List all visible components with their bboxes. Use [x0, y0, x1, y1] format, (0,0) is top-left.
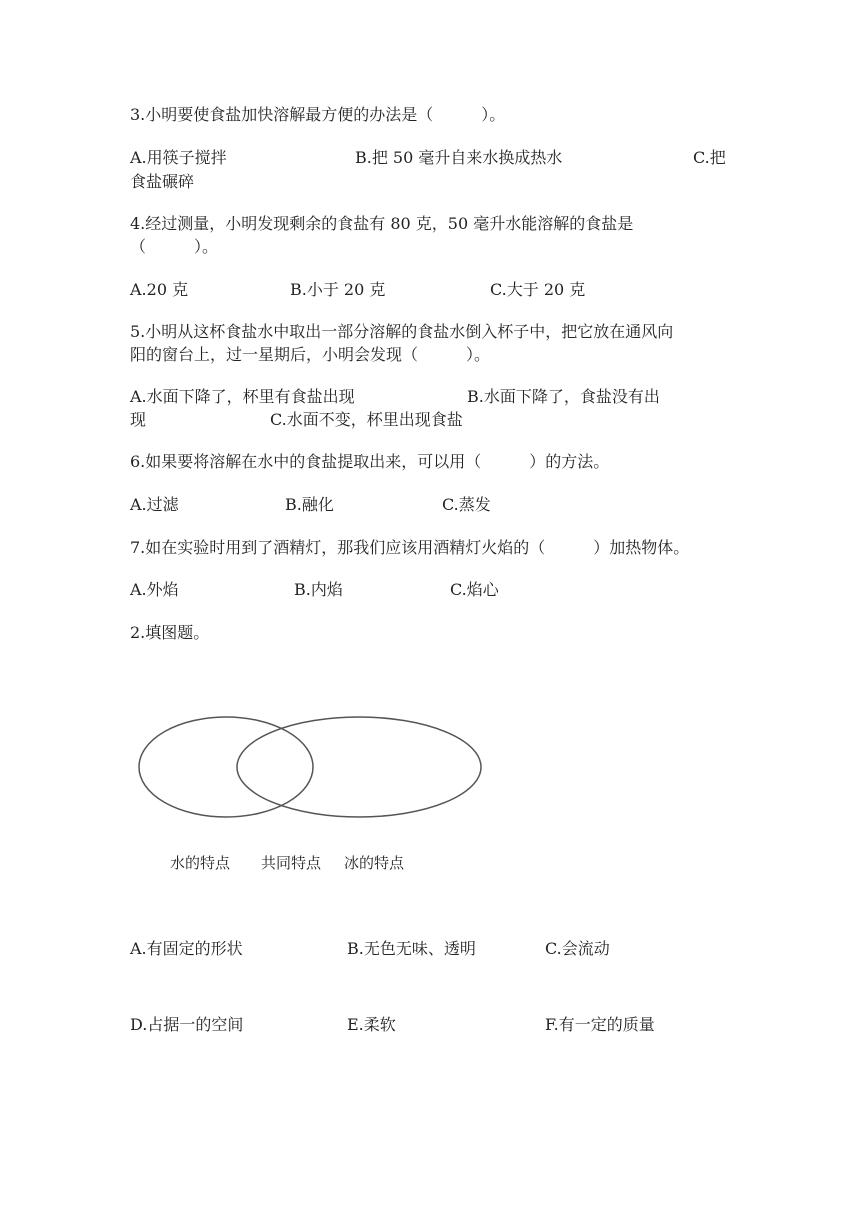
q3-option-c[interactable]: C.把 — [693, 148, 726, 167]
q6-option-a[interactable]: A.过滤 — [130, 495, 179, 514]
option-e[interactable]: E.柔软 — [347, 1015, 396, 1034]
option-b[interactable]: B.无色无味、透明 — [347, 939, 476, 958]
q7-option-a[interactable]: A.外焰 — [130, 580, 179, 599]
q4-option-b[interactable]: B.小于 20 克 — [290, 280, 386, 299]
q5-option-b-continued: 现 — [130, 410, 147, 429]
q4-option-a[interactable]: A.20 克 — [130, 280, 189, 299]
q4-stem-continued: （ ）。 — [130, 237, 219, 256]
q5-option-c[interactable]: C.水面不变，杯里出现食盐 — [270, 410, 463, 429]
q5-option-b[interactable]: B.水面下降了，食盐没有出 — [467, 387, 660, 406]
q7-option-c[interactable]: C.焰心 — [450, 580, 499, 599]
q7-option-b[interactable]: B.内焰 — [294, 580, 343, 599]
q6-option-c[interactable]: C.蒸发 — [442, 495, 491, 514]
q7-stem: 7.如在实验时用到了酒精灯，那我们应该用酒精灯火焰的（ ）加热物体。 — [130, 538, 690, 557]
q3-stem: 3.小明要使食盐加快溶解最方便的办法是（ ）。 — [130, 105, 506, 124]
venn-diagram — [130, 705, 490, 835]
q6-option-b[interactable]: B.融化 — [285, 495, 334, 514]
q3-option-a[interactable]: A.用筷子搅拌 — [130, 148, 227, 167]
q5-stem-continued: 阳的窗台上，过一星期后，小明会发现（ ）。 — [130, 345, 491, 364]
option-f[interactable]: F.有一定的质量 — [545, 1015, 655, 1034]
q6-stem: 6.如果要将溶解在水中的食盐提取出来，可以用（ ）的方法。 — [130, 452, 610, 471]
q3-option-b[interactable]: B.把 50 毫升自来水换成热水 — [355, 148, 563, 167]
venn-label-water: 水的特点 — [170, 854, 231, 872]
venn-circle-right — [237, 717, 481, 817]
option-a[interactable]: A.有固定的形状 — [130, 939, 243, 958]
q5-stem: 5.小明从这杯食盐水中取出一部分溶解的食盐水倒入杯子中，把它放在通风向 — [130, 322, 674, 341]
venn-label-ice: 冰的特点 — [344, 854, 405, 872]
section-title: 2.填图题。 — [130, 623, 210, 642]
q5-option-a[interactable]: A.水面下降了，杯里有食盐出现 — [130, 387, 355, 406]
q3-option-c-continued: 食盐碾碎 — [130, 172, 195, 191]
venn-label-common: 共同特点 — [261, 854, 322, 872]
venn-circle-left — [139, 717, 313, 817]
option-d[interactable]: D.占据一的空间 — [130, 1015, 244, 1034]
q4-stem: 4.经过测量，小明发现剩余的食盐有 80 克，50 毫升水能溶解的食盐是 — [130, 214, 634, 233]
option-c[interactable]: C.会流动 — [545, 939, 610, 958]
q4-option-c[interactable]: C.大于 20 克 — [490, 280, 586, 299]
